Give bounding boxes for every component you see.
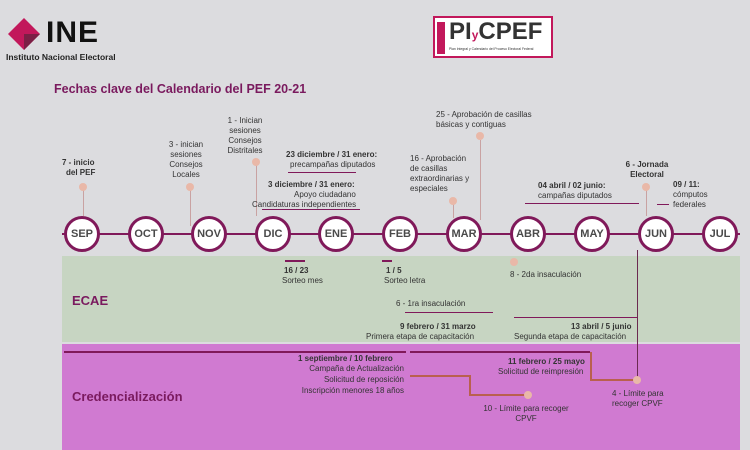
ecae-etapa1-date: 9 febrero / 31 marzo xyxy=(400,322,476,331)
month-mar: MAR xyxy=(446,216,482,252)
cred-reimp-date: 11 febrero / 25 mayo xyxy=(508,357,585,366)
month-feb: FEB xyxy=(382,216,418,252)
month-oct: OCT xyxy=(128,216,164,252)
range-computos xyxy=(657,204,669,205)
event-mar-16-4: especiales xyxy=(410,184,448,193)
connector-mar-16 xyxy=(453,204,454,218)
ecae-sorteo-mes: Sorteo mes xyxy=(282,276,323,285)
event-dic-2: sesiones xyxy=(229,126,261,135)
event-oct-4: Locales xyxy=(172,170,200,179)
cred-campaign-date: 1 septiembre / 10 febrero xyxy=(298,354,393,363)
range-precampanas xyxy=(288,172,356,173)
event-apoyo-line1: Apoyo ciudadano xyxy=(294,190,356,199)
ecae-etapa2-date: 13 abril / 5 junio xyxy=(571,322,632,331)
marker-sep xyxy=(79,183,87,191)
marker-mar-16 xyxy=(449,197,457,205)
badge-title: PIyCPEF xyxy=(449,18,543,45)
event-precampanas-text: precampañas diputados xyxy=(290,160,376,169)
credencializacion-label: Credencialización xyxy=(72,389,183,404)
cred-campaign-3: Inscripción menores 18 años xyxy=(301,386,404,395)
range-sorteo-mes xyxy=(285,260,305,262)
ine-logo-icon xyxy=(6,16,42,52)
month-nov: NOV xyxy=(191,216,227,252)
marker-jun-6 xyxy=(642,183,650,191)
marker-mar-25 xyxy=(476,132,484,140)
event-dic-4: Distritales xyxy=(227,146,263,155)
ine-logo-subtitle: Instituto Nacional Electoral xyxy=(6,52,116,62)
range-reimpresion xyxy=(410,351,590,353)
ecae-insac2: 8 - 2da insaculación xyxy=(510,270,582,279)
cred-reimp: Solicitud de reimpresión xyxy=(498,367,584,376)
ecae-etapa1: Primera etapa de capacitación xyxy=(366,332,475,341)
marker-limite10 xyxy=(524,391,532,399)
badge-subtitle: Plan Integral y Calendario del Proceso Electoral Federal xyxy=(449,47,534,51)
ecae-etapa2: Segunda etapa de capacitación xyxy=(514,332,627,341)
ine-logo-text: INE xyxy=(46,16,100,49)
range-segunda-etapa xyxy=(514,317,638,318)
range-campana-actualizacion xyxy=(64,351,406,353)
event-apoyo-date: 3 diciembre / 31 enero: xyxy=(268,180,355,189)
ecae-label: ECAE xyxy=(72,293,109,308)
event-oct-1: 3 - inician xyxy=(168,140,204,149)
event-oct-2: sesiones xyxy=(170,150,202,159)
month-dic: DIC xyxy=(255,216,291,252)
ecae-sorteo-letra: Sorteo letra xyxy=(384,276,426,285)
ecae-sorteo-letra-date: 1 / 5 xyxy=(386,266,402,275)
month-abr: ABR xyxy=(510,216,546,252)
marker-dic xyxy=(252,158,260,166)
range-campanas xyxy=(525,203,639,204)
event-mar-16-2: de casillas xyxy=(410,164,448,173)
jun-guide-line xyxy=(637,250,638,382)
event-dic-3: Consejos xyxy=(228,136,262,145)
event-jun-9-2: cómputos xyxy=(673,190,708,199)
event-jun-9-1: 09 / 11: xyxy=(673,180,700,189)
event-jun-9-3: federales xyxy=(673,200,706,209)
cred-limite4-2: recoger CPVF xyxy=(612,399,663,408)
cred-campaign-2: Solicitud de reposición xyxy=(323,375,404,384)
connector-limite10-h xyxy=(410,375,470,377)
event-sep-1: 7 - inicio xyxy=(62,158,95,167)
event-precampanas-date: 23 diciembre / 31 enero: xyxy=(286,150,378,159)
event-jun-6-1: 6 - Jornada xyxy=(625,160,669,169)
connector-limite4-v xyxy=(590,352,592,380)
piycpef-badge xyxy=(433,16,553,58)
event-campanas-text: campañas diputados xyxy=(538,191,612,200)
event-mar-25-2: básicas y contiguas xyxy=(436,120,506,129)
month-sep: SEP xyxy=(64,216,100,252)
cred-campaign-1: Campaña de Actualización xyxy=(309,364,404,373)
month-may: MAY xyxy=(574,216,610,252)
badge-side-text xyxy=(437,22,445,54)
connector-mar-25 xyxy=(480,140,481,220)
connector-limite10-v xyxy=(469,375,471,395)
event-sep-2: del PEF xyxy=(66,168,96,177)
event-mar-16-3: extraordinarias y xyxy=(410,174,470,183)
event-oct-3: Consejos xyxy=(169,160,203,169)
connector-limite10-h2 xyxy=(469,394,525,396)
connector-oct xyxy=(190,190,191,226)
event-campanas-date: 04 abril / 02 junio: xyxy=(538,181,606,190)
marker-oct xyxy=(186,183,194,191)
connector-sep xyxy=(83,190,84,216)
ine-logo xyxy=(6,16,141,62)
event-dic-1: 1 - Inician xyxy=(227,116,263,125)
connector-limite4-h xyxy=(590,379,636,381)
marker-2da-insaculacion xyxy=(510,258,518,266)
month-jul: JUL xyxy=(702,216,738,252)
cred-limite10-1: 10 - Límite para recoger xyxy=(483,404,569,413)
event-apoyo-line2: Candidaturas independientes xyxy=(252,200,357,209)
cred-limite4-1: 4 - Límite para xyxy=(612,389,664,398)
marker-limite4 xyxy=(633,376,641,384)
cred-limite10-2: CPVF xyxy=(515,414,537,423)
range-1ra-insaculacion xyxy=(405,312,493,313)
month-ene: ENE xyxy=(318,216,354,252)
event-mar-16-1: 16 - Aprobación xyxy=(410,154,467,163)
ecae-insac1: 6 - 1ra insaculación xyxy=(396,299,466,308)
event-jun-6-2: Electoral xyxy=(630,170,664,179)
month-jun: JUN xyxy=(638,216,674,252)
ecae-sorteo-mes-date: 16 / 23 xyxy=(284,266,309,275)
range-sorteo-letra xyxy=(382,260,392,262)
connector-jun-6 xyxy=(646,190,647,216)
page-title: Fechas clave del Calendario del PEF 20-21 xyxy=(54,82,307,96)
event-mar-25-1: 25 - Aprobación de casillas xyxy=(436,110,532,119)
